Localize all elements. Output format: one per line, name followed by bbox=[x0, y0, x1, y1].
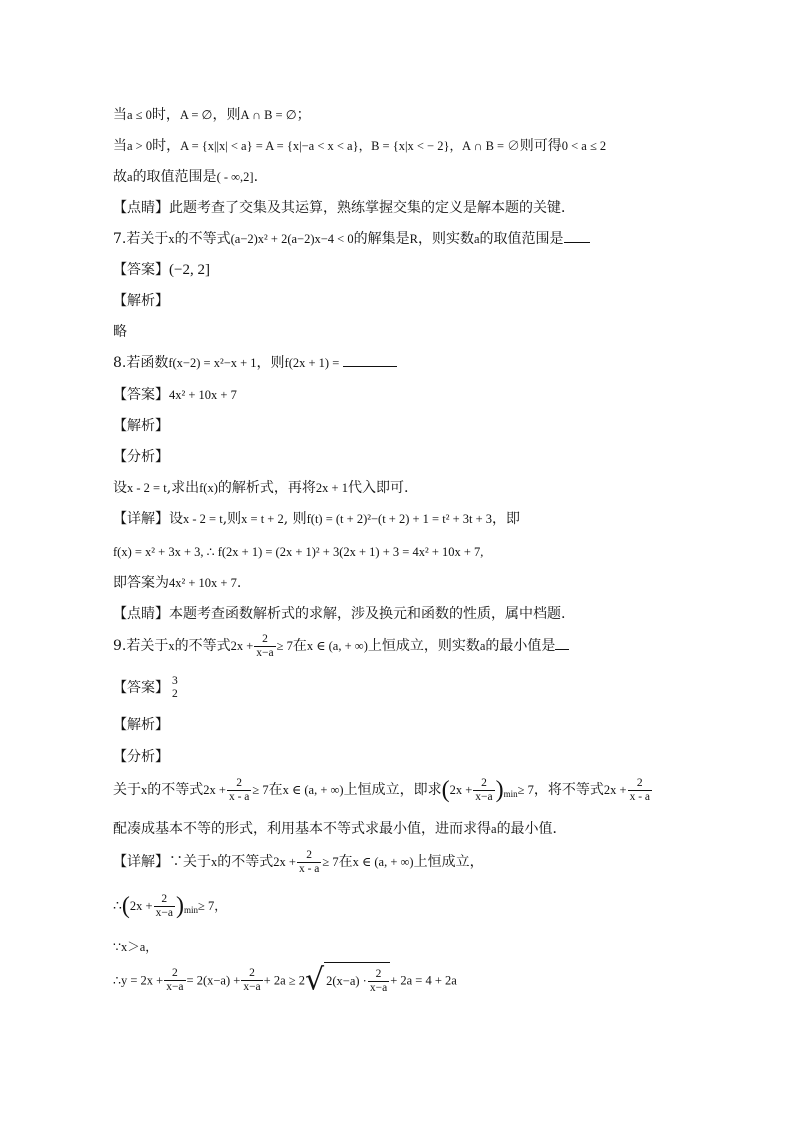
text: 的最小值． bbox=[496, 821, 567, 837]
text: 关于 bbox=[113, 782, 141, 798]
question-7-stem bbox=[113, 230, 713, 248]
math: 2x + bbox=[273, 855, 296, 869]
numerator: 2 bbox=[368, 968, 389, 982]
text: 在 bbox=[338, 854, 353, 870]
left-paren: ( bbox=[121, 893, 130, 919]
question-8-comment bbox=[113, 605, 713, 623]
answer-blank bbox=[564, 230, 590, 243]
text: 故 bbox=[113, 169, 127, 185]
text: 即答案为 bbox=[113, 575, 169, 591]
denominator: x - a bbox=[228, 790, 250, 803]
left-paren: ( bbox=[441, 777, 450, 803]
square-root bbox=[305, 962, 390, 999]
math: x ∈ (a, + ∞) bbox=[352, 855, 414, 869]
section-label: 【分析】 bbox=[113, 449, 169, 465]
question-8-fenxi bbox=[113, 479, 713, 497]
math: = 2(x−a) + bbox=[186, 973, 241, 988]
math: x - 2 = t bbox=[183, 512, 223, 526]
math: a ≤ 0 bbox=[127, 108, 152, 122]
denominator: x - a bbox=[629, 790, 651, 803]
math: 4x² + 10x + 7 bbox=[169, 576, 237, 590]
text: 上恒成立，即求 bbox=[343, 782, 442, 798]
numerator: 2 bbox=[227, 777, 251, 791]
math: x = t + 2 bbox=[241, 512, 284, 526]
question-7-analysis bbox=[113, 323, 713, 341]
text: ，即 bbox=[492, 511, 521, 527]
math: f(2x + 1) = bbox=[284, 356, 340, 370]
answer-value: 4x² + 10x + 7 bbox=[169, 388, 237, 402]
right-paren: ) bbox=[175, 893, 184, 919]
math: ∵x＞a， bbox=[113, 940, 158, 954]
denominator: x−a bbox=[256, 646, 274, 659]
text-line bbox=[113, 137, 713, 155]
fraction bbox=[473, 777, 494, 804]
denominator: x−a bbox=[166, 981, 184, 993]
numerator: 2 bbox=[164, 967, 185, 981]
math: (a−2)x² + 2(a−2)x−4 < 0 bbox=[230, 232, 354, 246]
fraction bbox=[628, 777, 652, 804]
numerator: 2 bbox=[628, 777, 652, 791]
numerator: 2 bbox=[297, 849, 321, 863]
text: 上恒成立，则实数 bbox=[367, 638, 480, 654]
text: 的不等式 bbox=[174, 638, 231, 654]
text: 上恒成立， bbox=[413, 854, 484, 870]
text: ∵关于 bbox=[169, 854, 211, 870]
math: a bbox=[479, 639, 486, 653]
denominator: x−a bbox=[155, 906, 173, 919]
math: ≥ 7 bbox=[276, 639, 293, 653]
math: ( - ∞,2] bbox=[216, 170, 254, 184]
answer-value: (−2, 2] bbox=[169, 262, 210, 278]
text: 8.若函数 bbox=[113, 355, 169, 371]
section-label: 【解析】 bbox=[113, 717, 169, 733]
math: f(t) = (t + 2)²−(t + 2) + 1 = t² + 3t + 3 bbox=[306, 512, 493, 526]
subscript: min bbox=[183, 905, 198, 915]
math: a bbox=[491, 822, 497, 836]
numerator: 3 bbox=[172, 675, 178, 687]
text-line bbox=[113, 168, 713, 186]
question-9-analysis-label bbox=[113, 716, 713, 734]
text: , 则 bbox=[283, 511, 307, 527]
question-9-detail-4 bbox=[113, 962, 713, 999]
section-label: 【分析】 bbox=[113, 749, 169, 765]
numerator: 2 bbox=[473, 777, 494, 791]
comment-text: 本题考查函数解析式的求解，涉及换元和函数的性质，属中档题. bbox=[169, 606, 566, 622]
math: ≥ 7 bbox=[252, 783, 269, 797]
section-label: 【答案】 bbox=[113, 387, 169, 403]
math: 0 < a ≤ 2 bbox=[561, 139, 607, 153]
text: 的取值范围是 bbox=[132, 169, 217, 185]
text: 的解集是 bbox=[353, 231, 410, 247]
question-9-detail-2 bbox=[113, 890, 713, 926]
question-8-fenxi-label bbox=[113, 448, 713, 466]
numerator: 2 bbox=[154, 893, 175, 907]
fraction bbox=[368, 968, 389, 995]
math: A = ∅ bbox=[179, 108, 213, 122]
text: 的最小值是 bbox=[485, 638, 556, 654]
math: x bbox=[168, 639, 175, 653]
sqrt-icon: √ bbox=[305, 962, 325, 998]
math: + 2a = 4 + 2a bbox=[390, 973, 457, 988]
question-9-fenxi-label bbox=[113, 748, 713, 766]
question-9-fenxi-1 bbox=[113, 774, 713, 810]
text: 的取值范围是 bbox=[479, 231, 564, 247]
math: x bbox=[211, 855, 218, 869]
math: f(x) = x² + 3x + 3, ∴ f(2x + 1) = (2x + 1)² + 3(2x + 1) + 3 = 4x² + 10x + 7, bbox=[113, 545, 484, 559]
math: x - 2 = t bbox=[127, 481, 167, 495]
question-9-fenxi-2 bbox=[113, 820, 713, 838]
text: 配凑成基本不等的形式，利用基本不等式求最小值，进而求得 bbox=[113, 821, 491, 837]
question-8-answer bbox=[113, 386, 713, 404]
text: 设 bbox=[169, 511, 183, 527]
text: 时， bbox=[151, 107, 180, 123]
math: ≥ 7 bbox=[322, 855, 339, 869]
question-8-detail-3 bbox=[113, 574, 713, 592]
math: a > 0 bbox=[127, 139, 153, 153]
math: x ∈ (a, + ∞) bbox=[282, 783, 344, 797]
fraction bbox=[227, 777, 251, 804]
text: 则可得 bbox=[519, 138, 562, 154]
question-9-detail-1 bbox=[113, 846, 713, 878]
text: ∴ bbox=[113, 898, 122, 914]
math: x bbox=[141, 783, 148, 797]
answer-blank bbox=[555, 637, 569, 650]
answer-fraction bbox=[170, 675, 180, 701]
math: ≥ 7 bbox=[517, 783, 534, 797]
denominator: x−a bbox=[369, 981, 388, 994]
text: ，则 bbox=[212, 107, 241, 123]
math: A = {x||x| < a} = A = {x|−a < x < a}，B = {x|x < − 2}，A ∩ B = ∅ bbox=[180, 139, 520, 153]
fraction bbox=[297, 849, 321, 876]
math: x ∈ (a, + ∞) bbox=[306, 639, 368, 653]
math: x bbox=[168, 232, 175, 246]
text: 7.若关于 bbox=[113, 231, 169, 247]
math: f(x) bbox=[199, 481, 218, 495]
text: ； bbox=[296, 107, 311, 123]
text: 在 bbox=[268, 782, 283, 798]
comment-line bbox=[113, 199, 713, 217]
radicand bbox=[324, 962, 390, 999]
section-label: 【答案】 bbox=[113, 262, 169, 278]
math: a bbox=[473, 232, 480, 246]
comment-text: 此题考查了交集及其运算，熟练掌握交集的定义是解本题的关键． bbox=[169, 200, 575, 216]
text: 设 bbox=[113, 480, 127, 496]
text: 9.若关于 bbox=[113, 638, 169, 654]
numerator: 2 bbox=[241, 967, 262, 981]
math: R bbox=[409, 232, 418, 246]
fraction bbox=[164, 967, 185, 994]
section-label: 【详解】 bbox=[113, 511, 169, 527]
math: 2(x−a) · bbox=[326, 974, 367, 988]
text: ,求出 bbox=[166, 480, 200, 496]
text-line bbox=[113, 106, 713, 124]
math: 2x + bbox=[230, 639, 254, 653]
math: 2x + bbox=[203, 783, 226, 797]
text: 当 bbox=[113, 107, 127, 123]
section-label: 【点睛】 bbox=[113, 200, 169, 216]
text: 在 bbox=[292, 638, 307, 654]
text: 当 bbox=[113, 138, 127, 154]
fraction bbox=[254, 633, 275, 660]
text: 代入即可. bbox=[347, 480, 409, 496]
text: 的不等式 bbox=[147, 782, 204, 798]
math: ≥ 7， bbox=[197, 899, 227, 913]
question-7-analysis-label bbox=[113, 292, 713, 310]
answer-blank bbox=[343, 354, 397, 367]
question-8-stem bbox=[113, 354, 713, 372]
analysis-text: 略 bbox=[113, 324, 127, 340]
question-8-analysis-label bbox=[113, 417, 713, 435]
fraction bbox=[154, 893, 175, 920]
section-label: 【详解】 bbox=[113, 854, 169, 870]
denominator: 2 bbox=[172, 688, 178, 700]
math: ∴y = 2x + bbox=[113, 973, 164, 988]
math: 2x + bbox=[129, 899, 153, 913]
section-label: 【点睛】 bbox=[113, 606, 169, 622]
text: 的不等式 bbox=[174, 231, 231, 247]
question-9-detail-3 bbox=[113, 938, 713, 956]
math: a bbox=[127, 170, 133, 184]
denominator: x - a bbox=[298, 862, 320, 875]
math: 2x + 1 bbox=[315, 481, 348, 495]
question-9-stem bbox=[113, 630, 713, 662]
fraction bbox=[241, 967, 262, 994]
math: A ∩ B = ∅ bbox=[240, 108, 297, 122]
text: ，则实数 bbox=[417, 231, 474, 247]
question-8-detail-1 bbox=[113, 510, 713, 528]
text: . bbox=[253, 169, 259, 185]
text: ，将不等式 bbox=[533, 782, 604, 798]
math: 2x + bbox=[449, 783, 473, 797]
numerator: 2 bbox=[254, 633, 275, 647]
question-9-answer bbox=[113, 672, 713, 704]
question-7-answer bbox=[113, 261, 713, 279]
text: ,则 bbox=[222, 511, 242, 527]
denominator: x−a bbox=[475, 790, 493, 803]
right-paren: ) bbox=[495, 777, 504, 803]
section-label: 【答案】 bbox=[113, 680, 169, 696]
math: 2x + bbox=[603, 783, 627, 797]
denominator: x−a bbox=[243, 981, 261, 993]
text: ，则 bbox=[256, 355, 285, 371]
question-8-detail-2 bbox=[113, 543, 713, 561]
text: 的不等式 bbox=[217, 854, 274, 870]
section-label: 【解析】 bbox=[113, 418, 169, 434]
math: f(x−2) = x²−x + 1 bbox=[168, 356, 257, 370]
math: + 2a ≥ 2 bbox=[263, 973, 305, 988]
text: 时， bbox=[152, 138, 181, 154]
section-label: 【解析】 bbox=[113, 293, 169, 309]
subscript: min bbox=[503, 789, 518, 799]
text: 的解析式，再将 bbox=[217, 480, 316, 496]
text: . bbox=[236, 575, 242, 591]
